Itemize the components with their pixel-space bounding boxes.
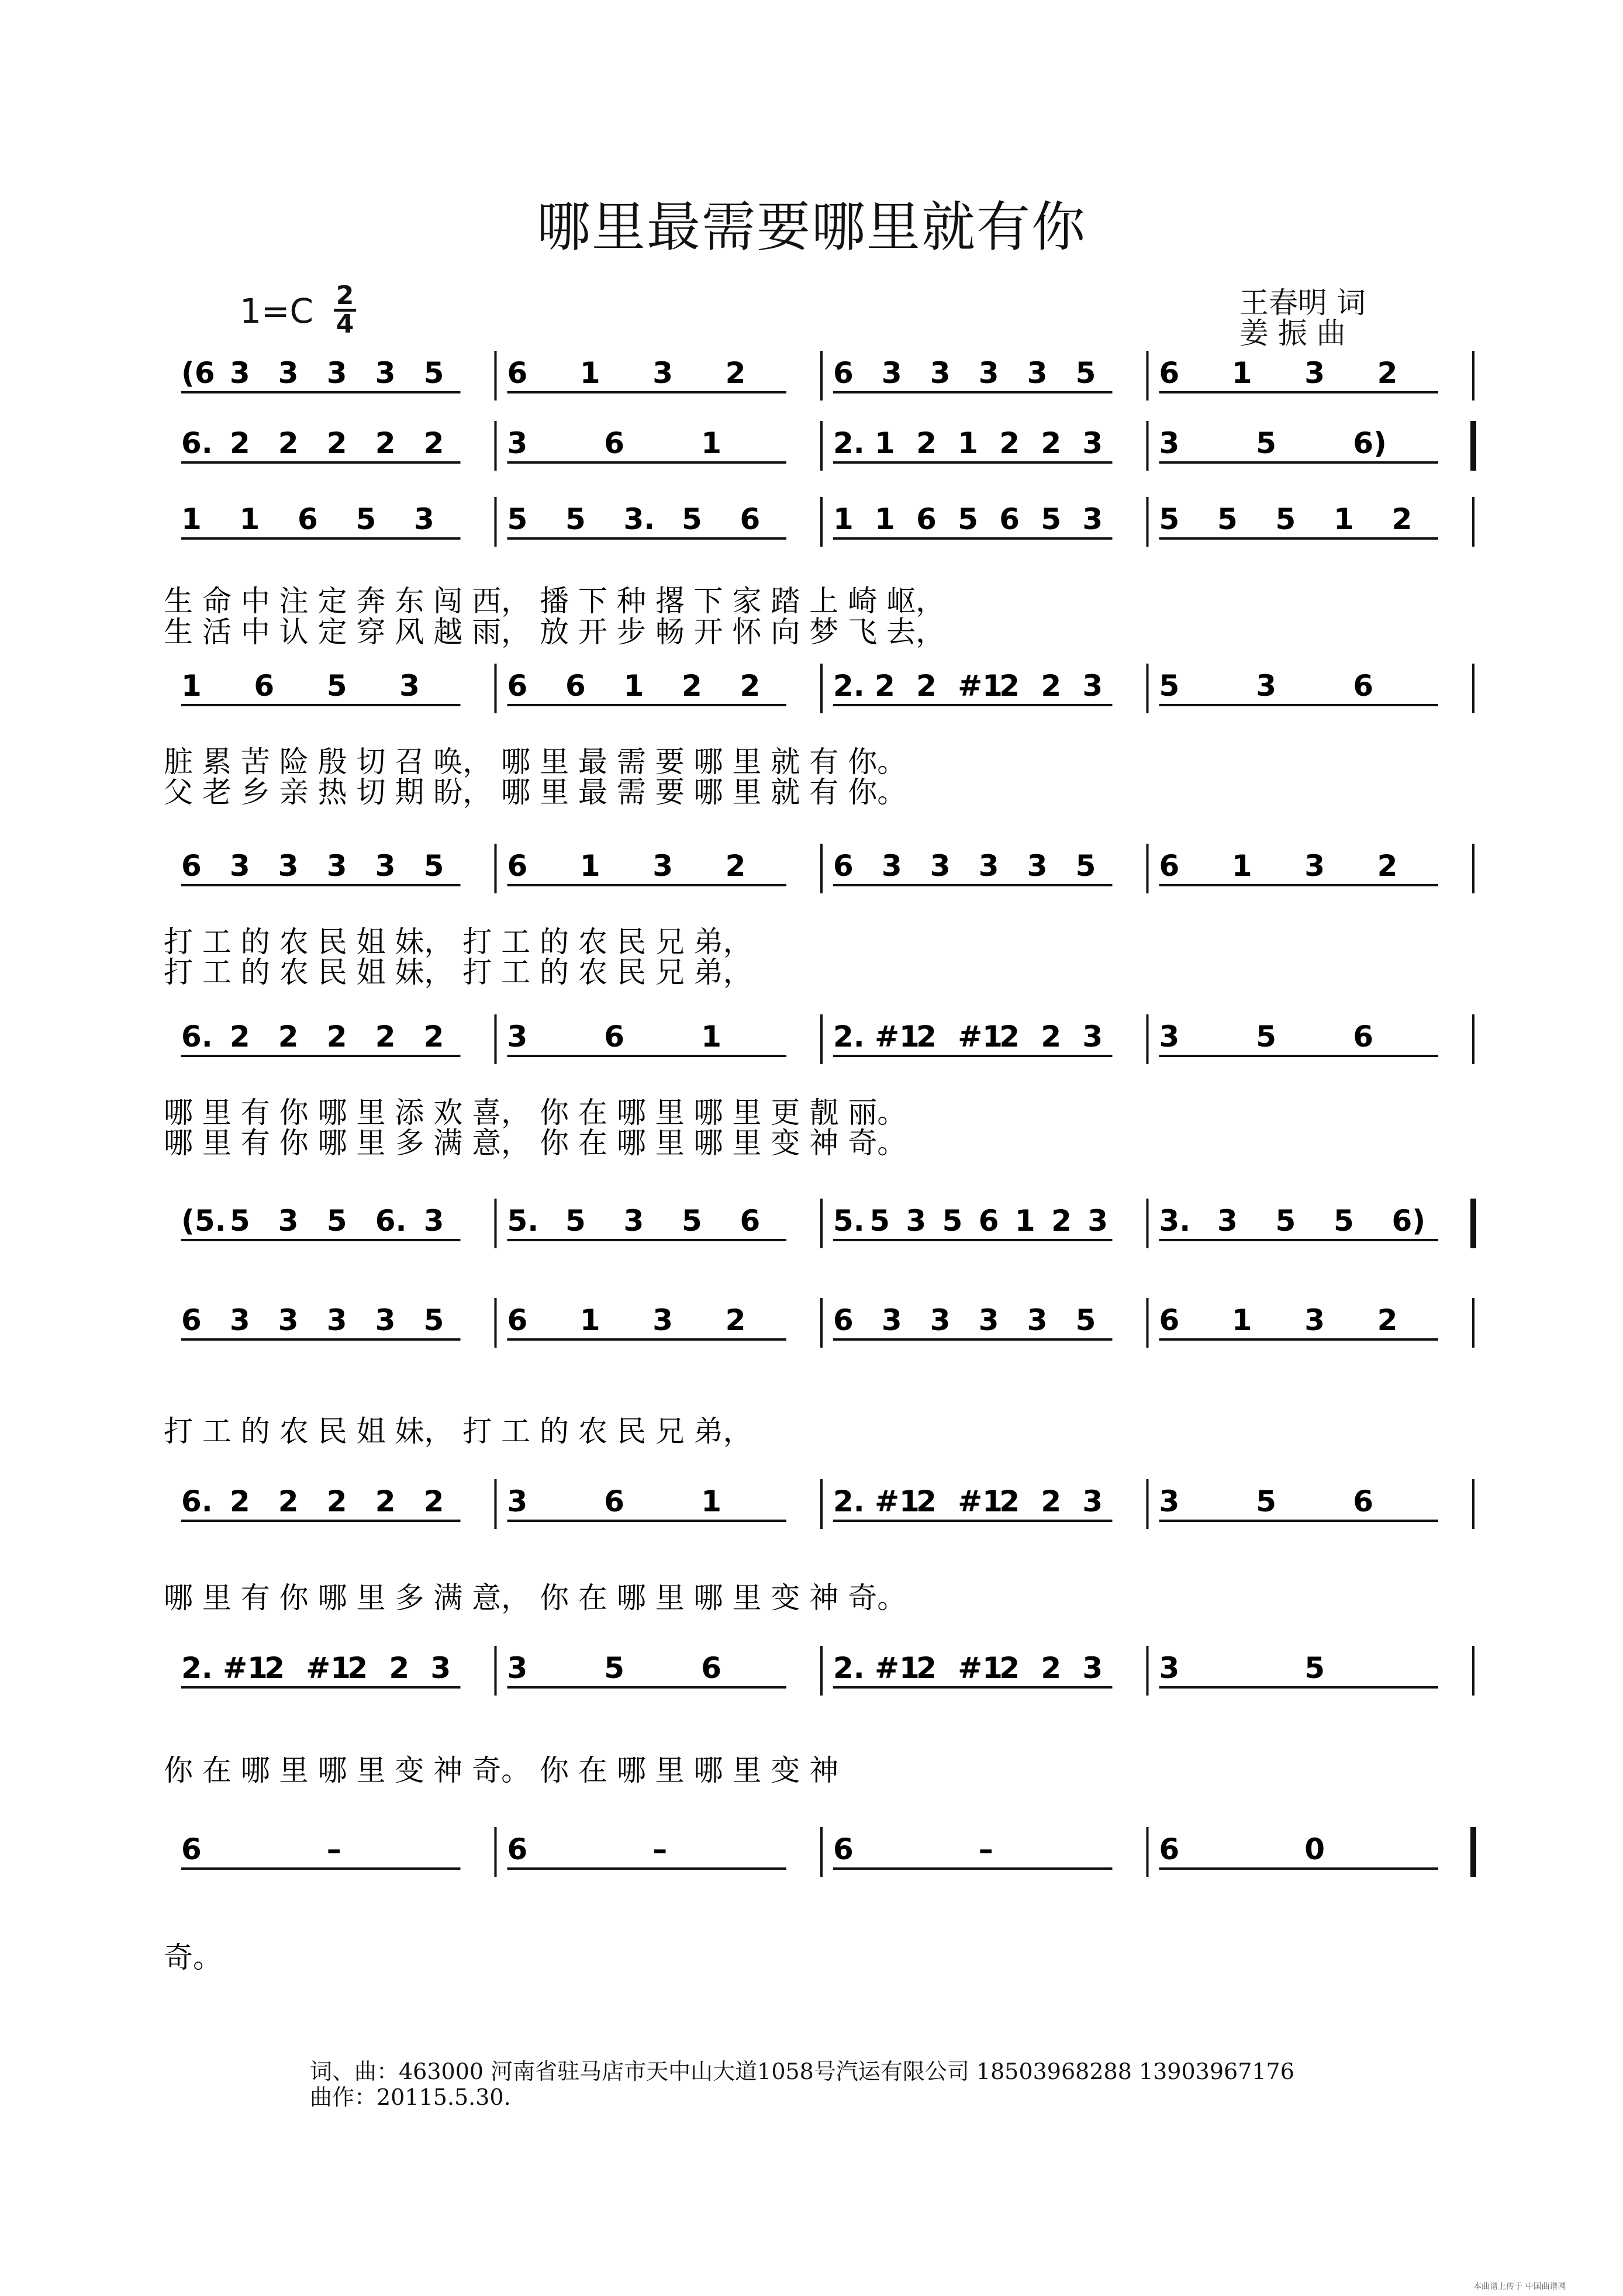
note: 6: [181, 1303, 202, 1337]
note: 6: [833, 1303, 854, 1337]
note: 6): [1391, 1204, 1426, 1238]
note: 5: [1159, 669, 1180, 703]
note: 2.: [833, 1484, 865, 1518]
note: 5: [1256, 1020, 1277, 1054]
key-signature: 1=C: [240, 291, 313, 331]
note: 2: [1041, 669, 1062, 703]
note: 2: [1377, 356, 1398, 390]
note: 5: [869, 1204, 890, 1238]
note: 3: [623, 1204, 644, 1238]
note: 2: [740, 669, 761, 703]
note: 5: [1217, 502, 1238, 536]
note: 5: [1304, 1651, 1325, 1685]
note: 3: [930, 849, 951, 883]
note: #1: [958, 1484, 1003, 1518]
note: 5: [1075, 356, 1096, 390]
note: 6: [833, 849, 854, 883]
note: 2: [1391, 502, 1413, 536]
note: 6.: [181, 1484, 213, 1518]
note: #1: [223, 1651, 268, 1685]
note: –: [978, 1832, 993, 1866]
note: 2: [229, 1020, 250, 1054]
note: 5: [423, 1303, 444, 1337]
note: 3: [1082, 1020, 1103, 1054]
note: 3: [278, 1204, 299, 1238]
note: 3: [1027, 849, 1048, 883]
lyric-line: 哪 里 有 你 哪 里 多 满 意， 你 在 哪 里 哪 里 变 神 奇。: [164, 1126, 907, 1160]
score-line: [164, 1298, 1473, 1448]
note: 5: [942, 1204, 963, 1238]
note: (6: [181, 356, 215, 390]
note: 5: [355, 502, 377, 536]
song-title: 哪里最需要哪里就有你: [536, 196, 1086, 258]
note: 3.: [1159, 1204, 1191, 1238]
note: 1: [833, 502, 854, 536]
note: 3: [1217, 1204, 1238, 1238]
note: 6: [181, 1832, 202, 1866]
note: 6: [1159, 1303, 1180, 1337]
score-line: [181, 421, 1473, 471]
note: 5: [326, 1204, 347, 1238]
note: 1: [579, 849, 600, 883]
note: 1: [579, 356, 600, 390]
lyric-line: 你 在 哪 里 哪 里 变 神 奇。 你 在 哪 里 哪 里 变 神: [164, 1753, 839, 1787]
note: 6: [1353, 1484, 1373, 1518]
note: 6: [254, 669, 275, 703]
note: 2: [347, 1651, 368, 1685]
note: 5: [1256, 1484, 1277, 1518]
note: 5: [1041, 502, 1062, 536]
note: 3: [1159, 1020, 1180, 1054]
note: 2: [423, 1020, 444, 1054]
note: 2.: [833, 1020, 865, 1054]
note: 5: [604, 1651, 625, 1685]
note: 6: [740, 1204, 761, 1238]
note: 6.: [181, 1020, 213, 1054]
score-line: [181, 351, 1473, 400]
note: 5.: [507, 1204, 539, 1238]
note: 2: [423, 426, 444, 460]
note: 1: [1231, 1303, 1252, 1337]
note: 5: [1075, 849, 1096, 883]
note: 3: [652, 849, 674, 883]
lyric-line: 生 活 中 认 定 穿 风 越 雨， 放 开 步 畅 开 怀 向 梦 飞 去，: [164, 615, 945, 649]
note: 2.: [181, 1651, 213, 1685]
time-sig-top: 2: [336, 281, 354, 310]
note: #1: [958, 1651, 1003, 1685]
note: 3: [399, 669, 420, 703]
note: 3: [1256, 669, 1277, 703]
note: 5: [507, 502, 528, 536]
note: 6: [1159, 849, 1180, 883]
note: 2.: [833, 1651, 865, 1685]
note: 2: [423, 1484, 444, 1518]
note: 3: [1082, 502, 1103, 536]
lyric-line: 哪 里 有 你 哪 里 多 满 意， 你 在 哪 里 哪 里 变 神 奇。: [164, 1581, 907, 1615]
note: 6: [507, 669, 528, 703]
note: 6: [916, 502, 937, 536]
note: 2: [389, 1651, 410, 1685]
note: 3: [375, 356, 396, 390]
note: 3: [1304, 356, 1325, 390]
note: 3: [229, 356, 250, 390]
note: 2: [1051, 1204, 1072, 1238]
watermark: 本曲谱上传于 中国曲谱网: [1473, 2282, 1566, 2291]
note: #1: [306, 1651, 351, 1685]
note: 3: [423, 1204, 444, 1238]
note: 3: [881, 1303, 902, 1337]
lyricist-credit: 王春明 词: [1239, 286, 1366, 320]
note: 3: [229, 849, 250, 883]
note: 1: [239, 502, 260, 536]
note: 3: [507, 426, 528, 460]
lyric-line: 生 命 中 注 定 奔 东 闯 西， 播 下 种 撂 下 家 踏 上 崎 岖，: [164, 584, 945, 618]
note: 5: [423, 849, 444, 883]
composer-credit: 姜 振 曲: [1239, 316, 1346, 350]
note: 6: [1353, 1020, 1373, 1054]
note: 1: [1231, 849, 1252, 883]
lyric-line: 打 工 的 农 民 姐 妹， 打 工 的 农 民 兄 弟，: [164, 925, 752, 959]
note: 2: [375, 1020, 396, 1054]
note: 6.: [375, 1204, 407, 1238]
note: 3: [507, 1020, 528, 1054]
note: 2: [1377, 1303, 1398, 1337]
note: 3: [1304, 1303, 1325, 1337]
note: 5.: [833, 1204, 865, 1238]
note: 3: [881, 849, 902, 883]
note: 2: [916, 1020, 937, 1054]
note: –: [326, 1832, 341, 1866]
note: 6: [604, 426, 625, 460]
note: 3: [278, 849, 299, 883]
lyric-line: 打 工 的 农 民 姐 妹， 打 工 的 农 民 兄 弟，: [164, 1414, 752, 1448]
note: 6: [565, 669, 586, 703]
note: 2: [278, 1484, 299, 1518]
note: 3: [278, 356, 299, 390]
note: 6: [507, 1832, 528, 1866]
note: 2: [1377, 849, 1398, 883]
note: 3: [652, 1303, 674, 1337]
note: 6: [999, 502, 1020, 536]
note: #1: [875, 1651, 920, 1685]
note: 3: [430, 1651, 451, 1685]
lyric-line: 脏 累 苦 险 殷 切 召 唤， 哪 里 最 需 要 哪 里 就 有 你。: [164, 745, 907, 779]
lyric-line: 奇。: [164, 1941, 222, 1974]
note: 6: [978, 1204, 999, 1238]
note: 5: [423, 356, 444, 390]
note: 6: [604, 1020, 625, 1054]
note: 2: [725, 1303, 746, 1337]
note: 2: [916, 426, 937, 460]
note: 3: [326, 1303, 347, 1337]
note: 2: [916, 669, 937, 703]
note: 3: [652, 356, 674, 390]
note: 2: [999, 669, 1020, 703]
note: 5: [1075, 1303, 1096, 1337]
note: 3: [1082, 426, 1103, 460]
note: 3: [1159, 1484, 1180, 1518]
lyric-line: 哪 里 有 你 哪 里 添 欢 喜， 你 在 哪 里 哪 里 更 靓 丽。: [164, 1096, 907, 1130]
note: 5: [1275, 502, 1296, 536]
note: 6: [507, 849, 528, 883]
note: 3: [229, 1303, 250, 1337]
note: 2: [229, 426, 250, 460]
note: 6: [1159, 1832, 1180, 1866]
note: 5: [958, 502, 978, 536]
score-line: [164, 1646, 1473, 1787]
note: 3: [507, 1484, 528, 1518]
note: 6: [604, 1484, 625, 1518]
note: 3: [326, 849, 347, 883]
note: 2: [326, 1020, 347, 1054]
note: 2: [1041, 426, 1062, 460]
note: 3: [978, 356, 999, 390]
note: 3: [881, 356, 902, 390]
note: 2: [375, 426, 396, 460]
note: 2: [1041, 1020, 1062, 1054]
note: 5: [229, 1204, 250, 1238]
note: 2: [229, 1484, 250, 1518]
note: 5: [1159, 502, 1180, 536]
note: 3: [1082, 669, 1103, 703]
note: 1: [875, 502, 895, 536]
note: 1: [701, 426, 721, 460]
note: 2: [375, 1484, 396, 1518]
note: 2: [725, 849, 746, 883]
note: 6: [833, 1832, 854, 1866]
note: 3: [1087, 1204, 1109, 1238]
note: 3: [1082, 1484, 1103, 1518]
note: 3: [978, 1303, 999, 1337]
score-line: [181, 1199, 1473, 1248]
note: 5: [1334, 1204, 1354, 1238]
note: 6.: [181, 426, 213, 460]
note: 3: [1159, 426, 1180, 460]
note: 3: [375, 1303, 396, 1337]
note: 2: [999, 1020, 1020, 1054]
note: 3: [1027, 356, 1048, 390]
note: 3: [930, 1303, 951, 1337]
note: 1: [1231, 356, 1252, 390]
note: #1: [958, 1020, 1003, 1054]
note: 1: [1014, 1204, 1035, 1238]
note: 3: [1159, 1651, 1180, 1685]
note: 6: [740, 502, 761, 536]
note: 5: [1275, 1204, 1296, 1238]
score-line: [164, 1827, 1473, 1974]
score-line: [164, 844, 1473, 989]
note: 2: [1041, 1651, 1062, 1685]
note: 3.: [623, 502, 655, 536]
note: 1: [1334, 502, 1354, 536]
note: 3: [326, 356, 347, 390]
note: 2: [999, 426, 1020, 460]
note: 1: [181, 669, 202, 703]
note: 2.: [833, 426, 865, 460]
note: 3: [375, 849, 396, 883]
note: 2: [264, 1651, 285, 1685]
note: –: [652, 1832, 668, 1866]
note: 6: [181, 849, 202, 883]
score-line: [164, 1014, 1473, 1160]
note: 2: [682, 669, 702, 703]
note: 2: [1041, 1484, 1062, 1518]
note: 3: [1304, 849, 1325, 883]
note: 6: [1353, 669, 1373, 703]
note: 3: [978, 849, 999, 883]
note: 1: [701, 1484, 721, 1518]
note: (5.: [181, 1204, 226, 1238]
note: 1: [958, 426, 978, 460]
time-sig-bottom: 4: [336, 309, 354, 339]
note: 1: [623, 669, 644, 703]
footer-date: 曲作：20115.5.30.: [310, 2084, 511, 2110]
note: 6: [1159, 356, 1180, 390]
note: 5: [682, 502, 702, 536]
footer-contact: 词、曲：463000 河南省驻马店市天中山大道1058号汽运有限公司 18503968288 13903967176: [310, 2059, 1294, 2084]
note: 2: [278, 1020, 299, 1054]
note: 3: [414, 502, 434, 536]
note: #1: [875, 1484, 920, 1518]
note: #1: [875, 1020, 920, 1054]
note: 1: [579, 1303, 600, 1337]
note: 1: [701, 1020, 721, 1054]
note: 2: [999, 1651, 1020, 1685]
note: 2: [875, 669, 895, 703]
note: 6: [298, 502, 318, 536]
lyric-line: 打 工 的 农 民 姐 妹， 打 工 的 农 民 兄 弟，: [164, 955, 752, 989]
note: 6: [701, 1651, 721, 1685]
note: 2: [725, 356, 746, 390]
note: 5: [682, 1204, 702, 1238]
note: 3: [906, 1204, 927, 1238]
note: 6: [833, 356, 854, 390]
score-line: [164, 497, 1473, 649]
note: 2.: [833, 669, 865, 703]
note: 0: [1304, 1832, 1325, 1866]
note: 1: [181, 502, 202, 536]
note: 2: [999, 1484, 1020, 1518]
note: 5: [326, 669, 347, 703]
note: 1: [875, 426, 895, 460]
note: 6: [507, 356, 528, 390]
score-line: [164, 664, 1473, 809]
note: 3: [1027, 1303, 1048, 1337]
lyric-line: 父 老 乡 亲 热 切 期 盼， 哪 里 最 需 要 哪 里 就 有 你。: [164, 775, 907, 809]
score-line: [164, 1479, 1473, 1615]
note: 2: [916, 1651, 937, 1685]
note: 6): [1353, 426, 1387, 460]
note: #1: [958, 669, 1003, 703]
note: 2: [278, 426, 299, 460]
note: 2: [326, 426, 347, 460]
note: 2: [326, 1484, 347, 1518]
note: 3: [507, 1651, 528, 1685]
note: 3: [930, 356, 951, 390]
note: 5: [565, 1204, 586, 1238]
note: 3: [278, 1303, 299, 1337]
note: 2: [916, 1484, 937, 1518]
note: 5: [1256, 426, 1277, 460]
note: 6: [507, 1303, 528, 1337]
note: 3: [1082, 1651, 1103, 1685]
note: 5: [565, 502, 586, 536]
